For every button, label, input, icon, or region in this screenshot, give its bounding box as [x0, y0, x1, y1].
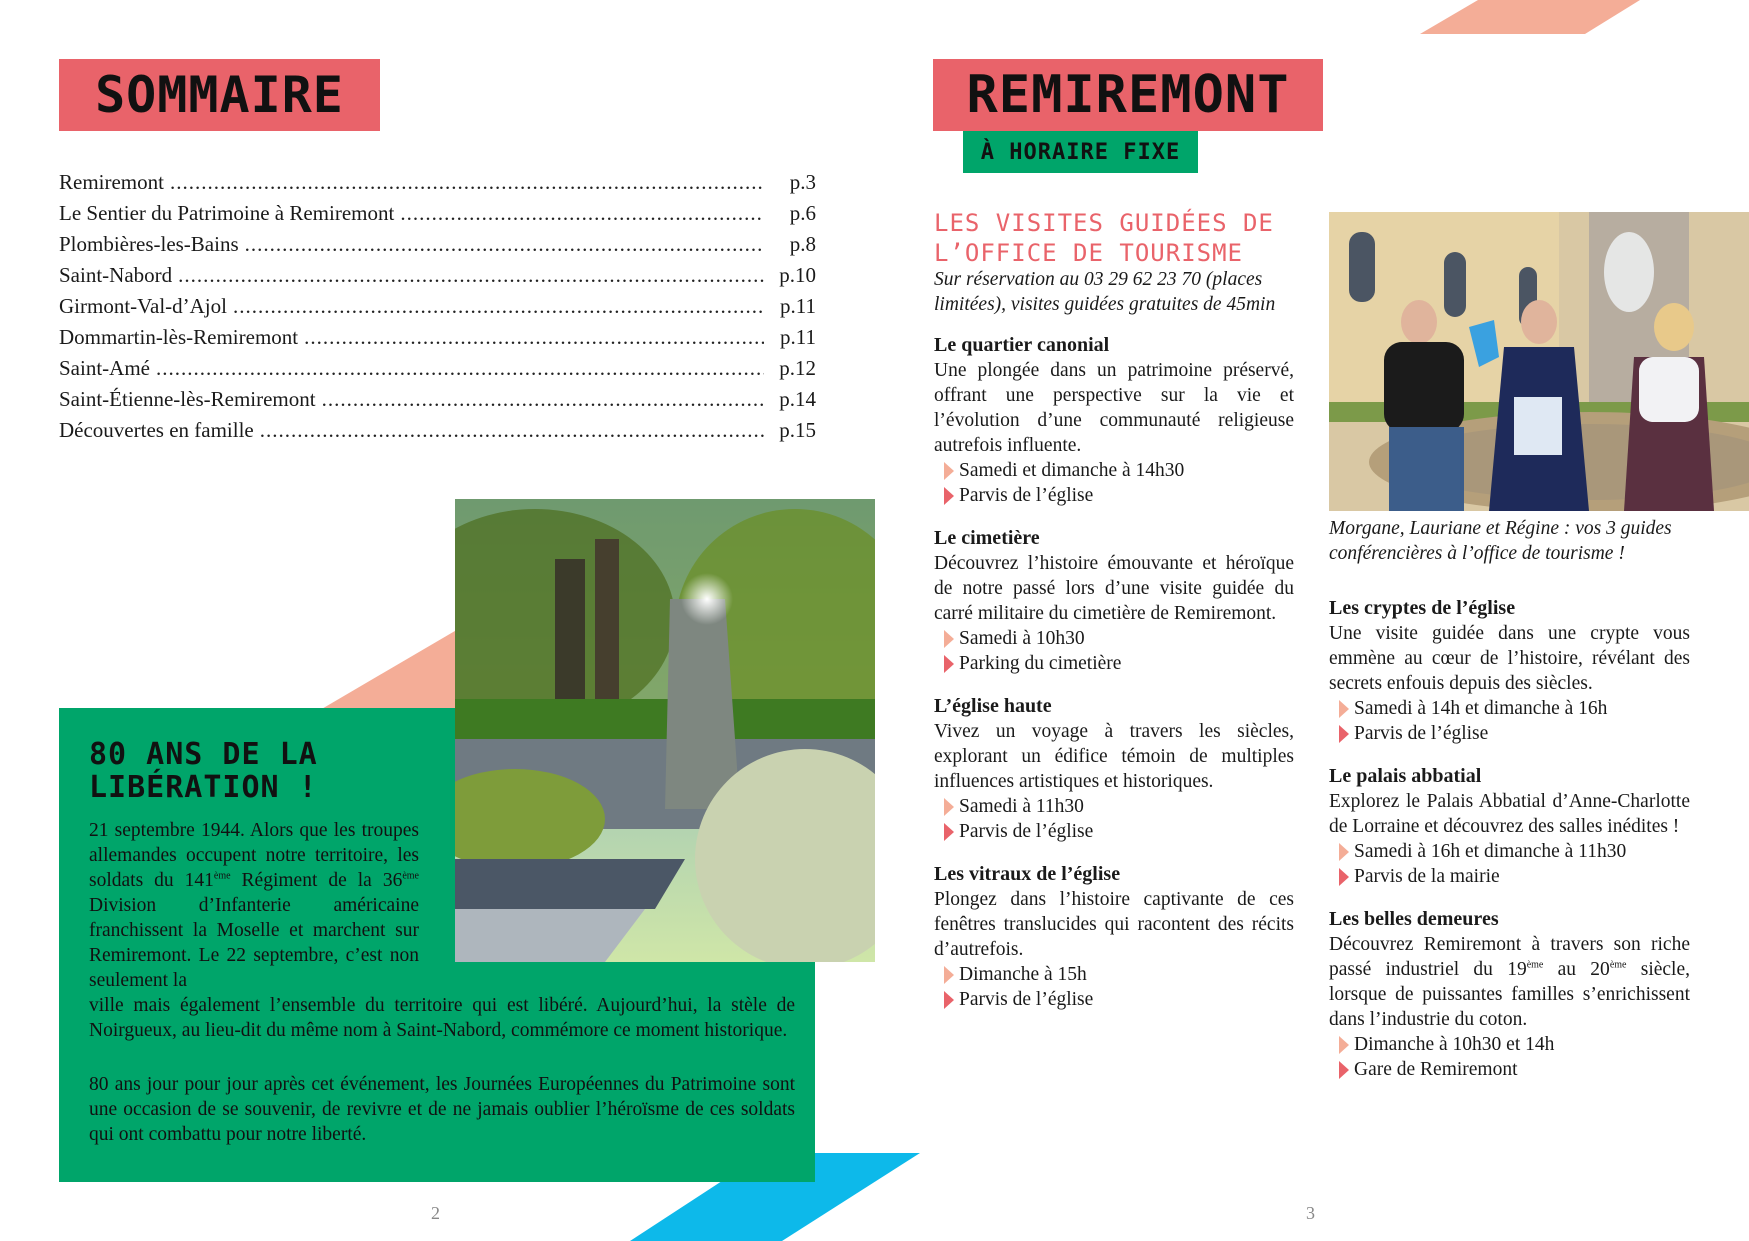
visit-name: L’église haute [934, 695, 1052, 717]
text-run: Division d’Infanterie américaine franchissent la Moselle et marchent sur Remiremont. Le 22 septembre, c’est non seulement la [89, 895, 419, 991]
triangle-bullet-icon [944, 487, 954, 505]
toc-leader-dots [322, 387, 764, 412]
visit-place [934, 651, 1294, 676]
toc-label: Remiremont [59, 170, 164, 194]
visit-name: Les belles demeures [1329, 908, 1499, 930]
toc-leader-dots [156, 356, 764, 381]
text-run: siècle, lorsque de puissantes familles s’enrichissent dans l’industrie du coton. [1329, 959, 1691, 1030]
toc-page: p.15 [779, 418, 816, 442]
toc-page: p.6 [789, 201, 816, 225]
text-run: au 20 [1543, 959, 1610, 980]
toc-page: p.14 [779, 387, 816, 411]
section-title: LES VISITES GUIDÉES DE L’OFFICE DE TOURISME [934, 209, 1274, 267]
visit-time [934, 458, 1294, 483]
visit-time [934, 794, 1294, 819]
superscript: ème [213, 870, 231, 882]
liberation-paragraph-1-end: ville mais également l’ensemble du territoire qui est libéré. Aujourd’hui, la stèle de Noirgueux, au lieu-dit du même nom à Saint-Nabord, commémore ce moment historique. [89, 995, 795, 1041]
toc-leader-dots [170, 170, 764, 195]
visit-place [934, 819, 1294, 844]
triangle-bullet-icon [944, 966, 954, 984]
visit-time [1329, 696, 1690, 721]
toc-label: Saint-Étienne-lès-Remiremont [59, 387, 316, 411]
visit-description: Explorez le Palais Abbatial d’Anne-Charlotte de Lorraine et découvrez des salles inédites ! [1329, 791, 1690, 837]
toc-entry[interactable] [59, 418, 816, 449]
toc-label: Saint-Amé [59, 356, 150, 380]
peach-parallelogram-top-right [1420, 0, 1640, 34]
visit-name: Les cryptes de l’église [1329, 597, 1516, 619]
visit-description: Plongez dans l’histoire captivante de ces fenêtres translucides qui racontent des récits d’autrefois. [934, 889, 1294, 960]
page-number-right: 3 [1306, 1203, 1315, 1223]
toc-entry[interactable] [59, 201, 816, 232]
toc-page: p.11 [780, 325, 816, 349]
visit-item [934, 694, 1294, 844]
superscript: ème [1526, 959, 1544, 971]
page-number-left: 2 [431, 1203, 440, 1223]
visit-time [934, 626, 1294, 651]
toc-leader-dots [233, 294, 764, 319]
visit-place [934, 987, 1294, 1012]
toc-leader-dots [304, 325, 764, 350]
visit-description: Vivez un voyage à travers les siècles, explorant un édifice témoin de multiples influences artistiques et historiques. [934, 721, 1294, 792]
visit-time-text: Dimanche à 10h30 et 14h [1354, 1034, 1555, 1055]
liberation-paragraph-2: 80 ans jour pour jour après cet événement, les Journées Européennes du Patrimoine sont une occasion de se souvenir, de revivre et de ne jamais oublier l’héroïsme de ces soldats qui ont combattu pour notre liberté. [89, 1074, 795, 1145]
toc-leader-dots [260, 418, 764, 443]
visit-item [1329, 596, 1690, 746]
visit-time-text: Samedi et dimanche à 14h30 [959, 460, 1185, 481]
liberation-title: 80 ANS DE LA LIBÉRATION ! [89, 737, 318, 805]
triangle-bullet-icon [1339, 1036, 1349, 1054]
visit-time-text: Samedi à 11h30 [959, 796, 1084, 817]
triangle-bullet-icon [944, 630, 954, 648]
sommaire-title: SOMMAIRE [59, 59, 380, 131]
toc-leader-dots [178, 263, 764, 288]
visit-place [1329, 1057, 1690, 1082]
triangle-bullet-icon [1339, 700, 1349, 718]
visit-time [1329, 1032, 1690, 1057]
guides-photo [1329, 212, 1749, 511]
triangle-bullet-icon [1339, 868, 1349, 886]
visit-description: Une visite guidée dans une crypte vous emmène au cœur de l’histoire, révélant des secrets enfouis depuis des siècles. [1329, 623, 1690, 694]
visit-place-text: Parvis de l’église [959, 821, 1094, 842]
triangle-bullet-icon [944, 823, 954, 841]
triangle-bullet-icon [1339, 725, 1349, 743]
horaire-fixe-subtitle: À HORAIRE FIXE [963, 131, 1198, 173]
visit-time-text: Dimanche à 15h [959, 964, 1087, 985]
memorial-stele-photo [455, 499, 875, 962]
toc-label: Girmont-Val-d’Ajol [59, 294, 227, 318]
toc-label: Dommartin-lès-Remiremont [59, 325, 299, 349]
triangle-bullet-icon [1339, 843, 1349, 861]
visit-place-text: Parvis de l’église [959, 989, 1094, 1010]
text-run: Régiment de la 36 [230, 870, 403, 891]
visit-place-text: Parvis de l’église [1354, 723, 1489, 744]
visit-place-text: Parvis de la mairie [1354, 866, 1500, 887]
visit-item [934, 333, 1294, 508]
visit-time [1329, 839, 1690, 864]
liberation-paragraph-1-start [89, 818, 419, 993]
toc-leader-dots [400, 201, 764, 226]
visit-name: Le quartier canonial [934, 334, 1110, 356]
visit-place [1329, 864, 1690, 889]
toc-entry[interactable] [59, 263, 816, 294]
text-run: 21 septembre 1944. Alors que les troupes allemandes occupent notre territoire, les soldats du 141 [89, 820, 419, 891]
triangle-bullet-icon [944, 655, 954, 673]
triangle-bullet-icon [944, 462, 954, 480]
visits-column-right [1329, 596, 1690, 1100]
peach-triangle-left [320, 628, 460, 710]
remiremont-title: REMIREMONT [933, 59, 1323, 131]
visit-place-text: Parking du cimetière [959, 653, 1122, 674]
triangle-bullet-icon [944, 798, 954, 816]
toc-page: p.8 [789, 232, 816, 256]
toc-label: Le Sentier du Patrimoine à Remiremont [59, 201, 395, 225]
visit-description: Une plongée dans un patrimoine préservé, offrant une perspective sur la vie et l’évolution d’une communauté religieuse autrefois influente. [934, 360, 1294, 456]
toc-entry[interactable] [59, 356, 816, 387]
visit-item [934, 526, 1294, 676]
visit-place-text: Parvis de l’église [959, 485, 1094, 506]
toc-label: Saint-Nabord [59, 263, 173, 287]
superscript: ème [1609, 959, 1627, 971]
toc-entry[interactable] [59, 325, 816, 356]
toc-page: p.3 [789, 170, 816, 194]
text-run: Découvrez Remiremont à travers son riche passé industriel du 19 [1329, 934, 1690, 980]
superscript: ème [402, 870, 419, 882]
visit-item [1329, 907, 1690, 1082]
visit-description [1329, 932, 1690, 1032]
triangle-bullet-icon [944, 991, 954, 1009]
visit-time [934, 962, 1294, 987]
toc-leader-dots [245, 232, 764, 257]
visit-time-text: Samedi à 10h30 [959, 628, 1085, 649]
toc-entry[interactable] [59, 294, 816, 325]
visit-place-text: Gare de Remiremont [1354, 1059, 1518, 1080]
toc-entry[interactable] [59, 387, 816, 418]
visit-time-text: Samedi à 14h et dimanche à 16h [1354, 698, 1608, 719]
visit-place [934, 483, 1294, 508]
toc-label: Plombières-les-Bains [59, 232, 239, 256]
visit-item [934, 862, 1294, 1012]
triangle-bullet-icon [1339, 1061, 1349, 1079]
toc-label: Découvertes en famille [59, 418, 254, 442]
toc-page: p.10 [779, 263, 816, 287]
toc-entry[interactable] [59, 170, 816, 201]
visit-item [1329, 764, 1690, 889]
toc-page: p.12 [779, 356, 816, 380]
visit-time-text: Samedi à 16h et dimanche à 11h30 [1354, 841, 1627, 862]
toc-page: p.11 [780, 294, 816, 318]
section-intro: Sur réservation au 03 29 62 23 70 (places limitées), visites guidées gratuites de 45min [934, 269, 1276, 315]
visits-column-left [934, 333, 1294, 1030]
visit-name: Le palais abbatial [1329, 765, 1482, 787]
visit-name: Les vitraux de l’église [934, 863, 1121, 885]
table-of-contents [59, 170, 816, 449]
visit-name: Le cimetière [934, 527, 1040, 549]
visit-description: Découvrez l’histoire émouvante et héroïque de notre passé lors d’une visite guidée du carré militaire du cimetière de Remiremont. [934, 553, 1294, 624]
toc-entry[interactable] [59, 232, 816, 263]
guides-photo-caption: Morgane, Lauriane et Régine : vos 3 guides conférencières à l’office de tourisme ! [1329, 518, 1672, 564]
visit-place [1329, 721, 1690, 746]
